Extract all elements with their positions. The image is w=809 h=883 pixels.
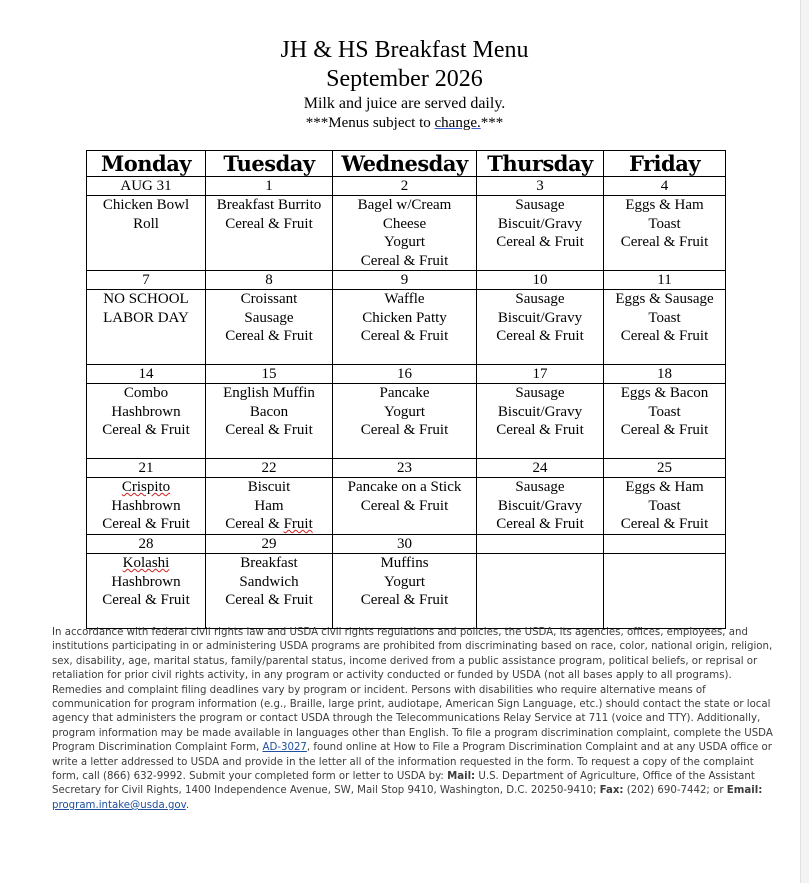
note-suffix: *** [480, 115, 504, 131]
note-prefix: ***Menus subject to [305, 115, 435, 131]
meal-item: Pancake [379, 385, 430, 401]
meal-item: Chicken Patty [362, 309, 447, 326]
meal-cell-thursday [477, 384, 604, 459]
milk-note: Milk and juice are served daily. [303, 95, 506, 112]
meal-item: Toast [648, 215, 681, 232]
meal-item: Cereal & Fruit [360, 252, 449, 269]
day-header-row [87, 151, 726, 177]
meal-row [87, 554, 726, 629]
meal-item: Toast [648, 403, 681, 420]
meal-item: Biscuit [247, 479, 291, 495]
ad-3027-link[interactable]: AD-3027 [262, 742, 307, 754]
date-cell-tuesday: 8 [206, 271, 333, 290]
meal-item: Cereal & Fruit [620, 234, 709, 250]
meal-item: English Muffin [223, 385, 315, 401]
meal-item: Cereal & Fruit [102, 516, 190, 532]
meal-item: Cereal & Fruit [360, 422, 449, 438]
date-cell-friday: 25 [604, 459, 726, 478]
meal-item: Roll [133, 215, 159, 232]
date-cell-monday: 21 [87, 459, 206, 478]
meal-item: Crispito [121, 479, 171, 495]
day-header-monday: Monday [87, 151, 206, 177]
meal-cell-monday [87, 384, 206, 459]
meal-cell-tuesday [206, 290, 333, 365]
meal-item: LABOR DAY [103, 309, 189, 326]
meal-item: Sandwich [239, 573, 299, 590]
meal-cell-wednesday [333, 384, 477, 459]
day-header-thursday: Thursday [477, 151, 604, 177]
date-cell-tuesday: 22 [206, 459, 333, 478]
meal-cell-friday [604, 290, 726, 365]
meal-item: Ham [254, 497, 284, 514]
meal-item: Cereal & Fruit [360, 592, 449, 608]
date-cell-monday: 7 [87, 271, 206, 290]
date-cell-monday: AUG 31 [87, 177, 206, 196]
day-header-tuesday: Tuesday [206, 151, 333, 177]
meal-item: Yogurt [384, 573, 425, 590]
meal-item: Cereal & Fruit [360, 497, 449, 514]
meal-item: Cereal & Fruit [620, 328, 709, 344]
meal-item: Cereal & Fruit [620, 422, 709, 438]
meal-item: Cereal & Fruit [496, 422, 584, 438]
date-cell-wednesday: 9 [333, 271, 477, 290]
date-cell-wednesday: 23 [333, 459, 477, 478]
meal-item: Cereal & Fruit [102, 592, 190, 608]
fax-number: (202) 690-7442; or [623, 785, 727, 797]
page-title: JH & HS Breakfast Menu [280, 37, 529, 63]
date-cell-friday [604, 535, 726, 554]
meal-item: Combo [123, 385, 169, 401]
meal-item: Cereal & Fruit [225, 328, 313, 344]
meal-item-part: Fruit [283, 516, 313, 532]
meal-item: Yogurt [384, 234, 425, 250]
meal-item: Chicken Bowl [102, 197, 190, 213]
date-cell-tuesday: 1 [206, 177, 333, 196]
meal-cell-wednesday [333, 554, 477, 629]
meal-row [87, 478, 726, 535]
meal-item: Hashbrown [111, 573, 181, 590]
meal-cell-thursday [477, 478, 604, 535]
menu-table [86, 150, 726, 629]
date-cell-monday: 28 [87, 535, 206, 554]
meal-item: Toast [648, 497, 681, 514]
meal-item: Eggs & Ham [625, 479, 704, 495]
meal-item: Cereal & Fruit [496, 516, 584, 532]
meal-item: Breakfast Burrito [216, 197, 322, 213]
menu-change-note [0, 114, 809, 133]
disclaimer-text-1: In accordance with federal civil rights law and USDA civil rights regulations and policies, the USDA, its agencies, offices, employees, and institutions participating in or administering USDA programs are prohibited from discriminating based on race, color, national origin, religion, sex, disability, age, marital status, family/parental status, income derived from a public assistance program, political beliefs, or reprisal or retaliation for prior civil rights activity, in any program or activity conducted or funded by USDA (not all bases apply to all programs). Remedies and complaint filing deadlines vary by program or incident. Persons with disabilities who require alternative means of communication for program information (e.g., Braille, large print, audiotape, American Sign Language, etc.) should contact the state or local agency that administers the program or contact USDA through the Telecommunications Relay Service at 711 (voice and TTY). Additionally, program information may be made available in languages other than English. To file a program discrimination complaint, complete the USDA Program Discrimination Complaint Form, [52, 627, 773, 754]
meal-item: Pancake on a Stick [347, 479, 462, 495]
meal-item [206, 515, 332, 534]
meal-item: Sausage [515, 291, 565, 307]
meal-item: Breakfast [240, 555, 298, 571]
meal-item: Cereal & Fruit [225, 215, 313, 232]
meal-row [87, 290, 726, 365]
meal-cell-friday [604, 478, 726, 535]
email-link[interactable]: program.intake@usda.gov [52, 799, 186, 811]
meal-item: Cereal & Fruit [225, 592, 313, 608]
date-cell-wednesday: 2 [333, 177, 477, 196]
meal-item: Bagel w/Cream [357, 197, 452, 213]
meal-cell-friday [604, 554, 726, 629]
disclaimer-end: . [185, 799, 190, 811]
meal-cell-wednesday [333, 290, 477, 365]
meal-item: Waffle [384, 291, 425, 307]
meal-cell-tuesday [206, 554, 333, 629]
meal-item: Cereal & Fruit [360, 328, 449, 344]
meal-cell-thursday [477, 554, 604, 629]
usda-nondiscrimination-statement [52, 626, 774, 813]
meal-cell-friday [604, 384, 726, 459]
date-cell-thursday: 24 [477, 459, 604, 478]
meal-item: Cereal & Fruit [225, 422, 313, 438]
meal-cell-wednesday [333, 478, 477, 535]
meal-cell-monday [87, 196, 206, 271]
meal-item: Biscuit/Gravy [497, 309, 583, 326]
date-cell-thursday: 10 [477, 271, 604, 290]
meal-cell-thursday [477, 196, 604, 271]
meal-item: NO SCHOOL [103, 291, 189, 307]
meal-item: Biscuit/Gravy [497, 497, 583, 514]
meal-cell-tuesday [206, 478, 333, 535]
day-header-friday: Friday [604, 151, 726, 177]
date-row [87, 271, 726, 290]
date-cell-thursday [477, 535, 604, 554]
meal-item: Cheese [382, 215, 427, 232]
meal-item: Biscuit/Gravy [497, 403, 583, 420]
date-cell-thursday: 3 [477, 177, 604, 196]
meal-item: Toast [648, 309, 681, 326]
meal-cell-thursday [477, 290, 604, 365]
date-cell-friday: 4 [604, 177, 726, 196]
meal-cell-friday [604, 196, 726, 271]
meal-item: Eggs & Sausage [615, 291, 714, 307]
date-cell-wednesday: 30 [333, 535, 477, 554]
meal-item: Croissant [240, 291, 298, 307]
meal-cell-monday [87, 478, 206, 535]
meal-item: Muffins [380, 555, 429, 571]
date-row [87, 177, 726, 196]
date-cell-wednesday: 16 [333, 365, 477, 384]
meal-item: Yogurt [384, 403, 425, 420]
fax-label: Fax: [599, 785, 624, 797]
meal-item: Bacon [249, 403, 289, 420]
meal-cell-tuesday [206, 196, 333, 271]
meal-cell-monday [87, 290, 206, 365]
meal-cell-wednesday [333, 196, 477, 271]
meal-item: Cereal & Fruit [102, 422, 190, 438]
meal-item: Eggs & Bacon [620, 385, 709, 401]
meal-item: Cereal & Fruit [496, 328, 584, 344]
date-row [87, 459, 726, 478]
disclaimer-text-2: , found online at How to File a Program Discrimination Complaint and at any USDA office or write a letter addressed to USDA and provide in the letter all of the information requested in the form. To request a copy of the complaint form, call (866) 632-9992. Submit your completed form or letter to USDA by: [52, 742, 772, 783]
meal-item: Sausage [515, 197, 565, 213]
meal-item: Hashbrown [111, 497, 181, 514]
date-cell-friday: 18 [604, 365, 726, 384]
meal-item: Hashbrown [111, 403, 181, 420]
meal-item: Biscuit/Gravy [497, 215, 583, 232]
meal-item: Kolashi [122, 555, 170, 571]
meal-item: Eggs & Ham [625, 197, 704, 213]
date-cell-tuesday: 15 [206, 365, 333, 384]
email-label: Email: [726, 785, 763, 797]
page-subtitle: September 2026 [326, 66, 483, 92]
date-cell-thursday: 17 [477, 365, 604, 384]
date-row [87, 365, 726, 384]
meal-item-part: Cereal & [225, 516, 284, 532]
change-link[interactable]: change. [434, 115, 481, 131]
date-cell-friday: 11 [604, 271, 726, 290]
meal-item: Sausage [244, 309, 294, 326]
meal-row [87, 196, 726, 271]
meal-item: Cereal & Fruit [496, 234, 584, 250]
date-cell-tuesday: 29 [206, 535, 333, 554]
meal-cell-monday [87, 554, 206, 629]
meal-cell-tuesday [206, 384, 333, 459]
mail-label: Mail: [447, 771, 476, 783]
meal-item: Sausage [515, 385, 565, 401]
meal-item: Sausage [515, 479, 565, 495]
mail-address: U.S. Department of Agriculture, Office of the Assistant Secretary for Civil Rights, 1400 Independence Avenue, SW, Mail Stop 9410, Washington, D.C. 20250-9410; [52, 771, 755, 797]
meal-item: Cereal & Fruit [620, 516, 709, 532]
meal-row [87, 384, 726, 459]
day-header-wednesday: Wednesday [333, 151, 477, 177]
date-row [87, 535, 726, 554]
date-cell-monday: 14 [87, 365, 206, 384]
